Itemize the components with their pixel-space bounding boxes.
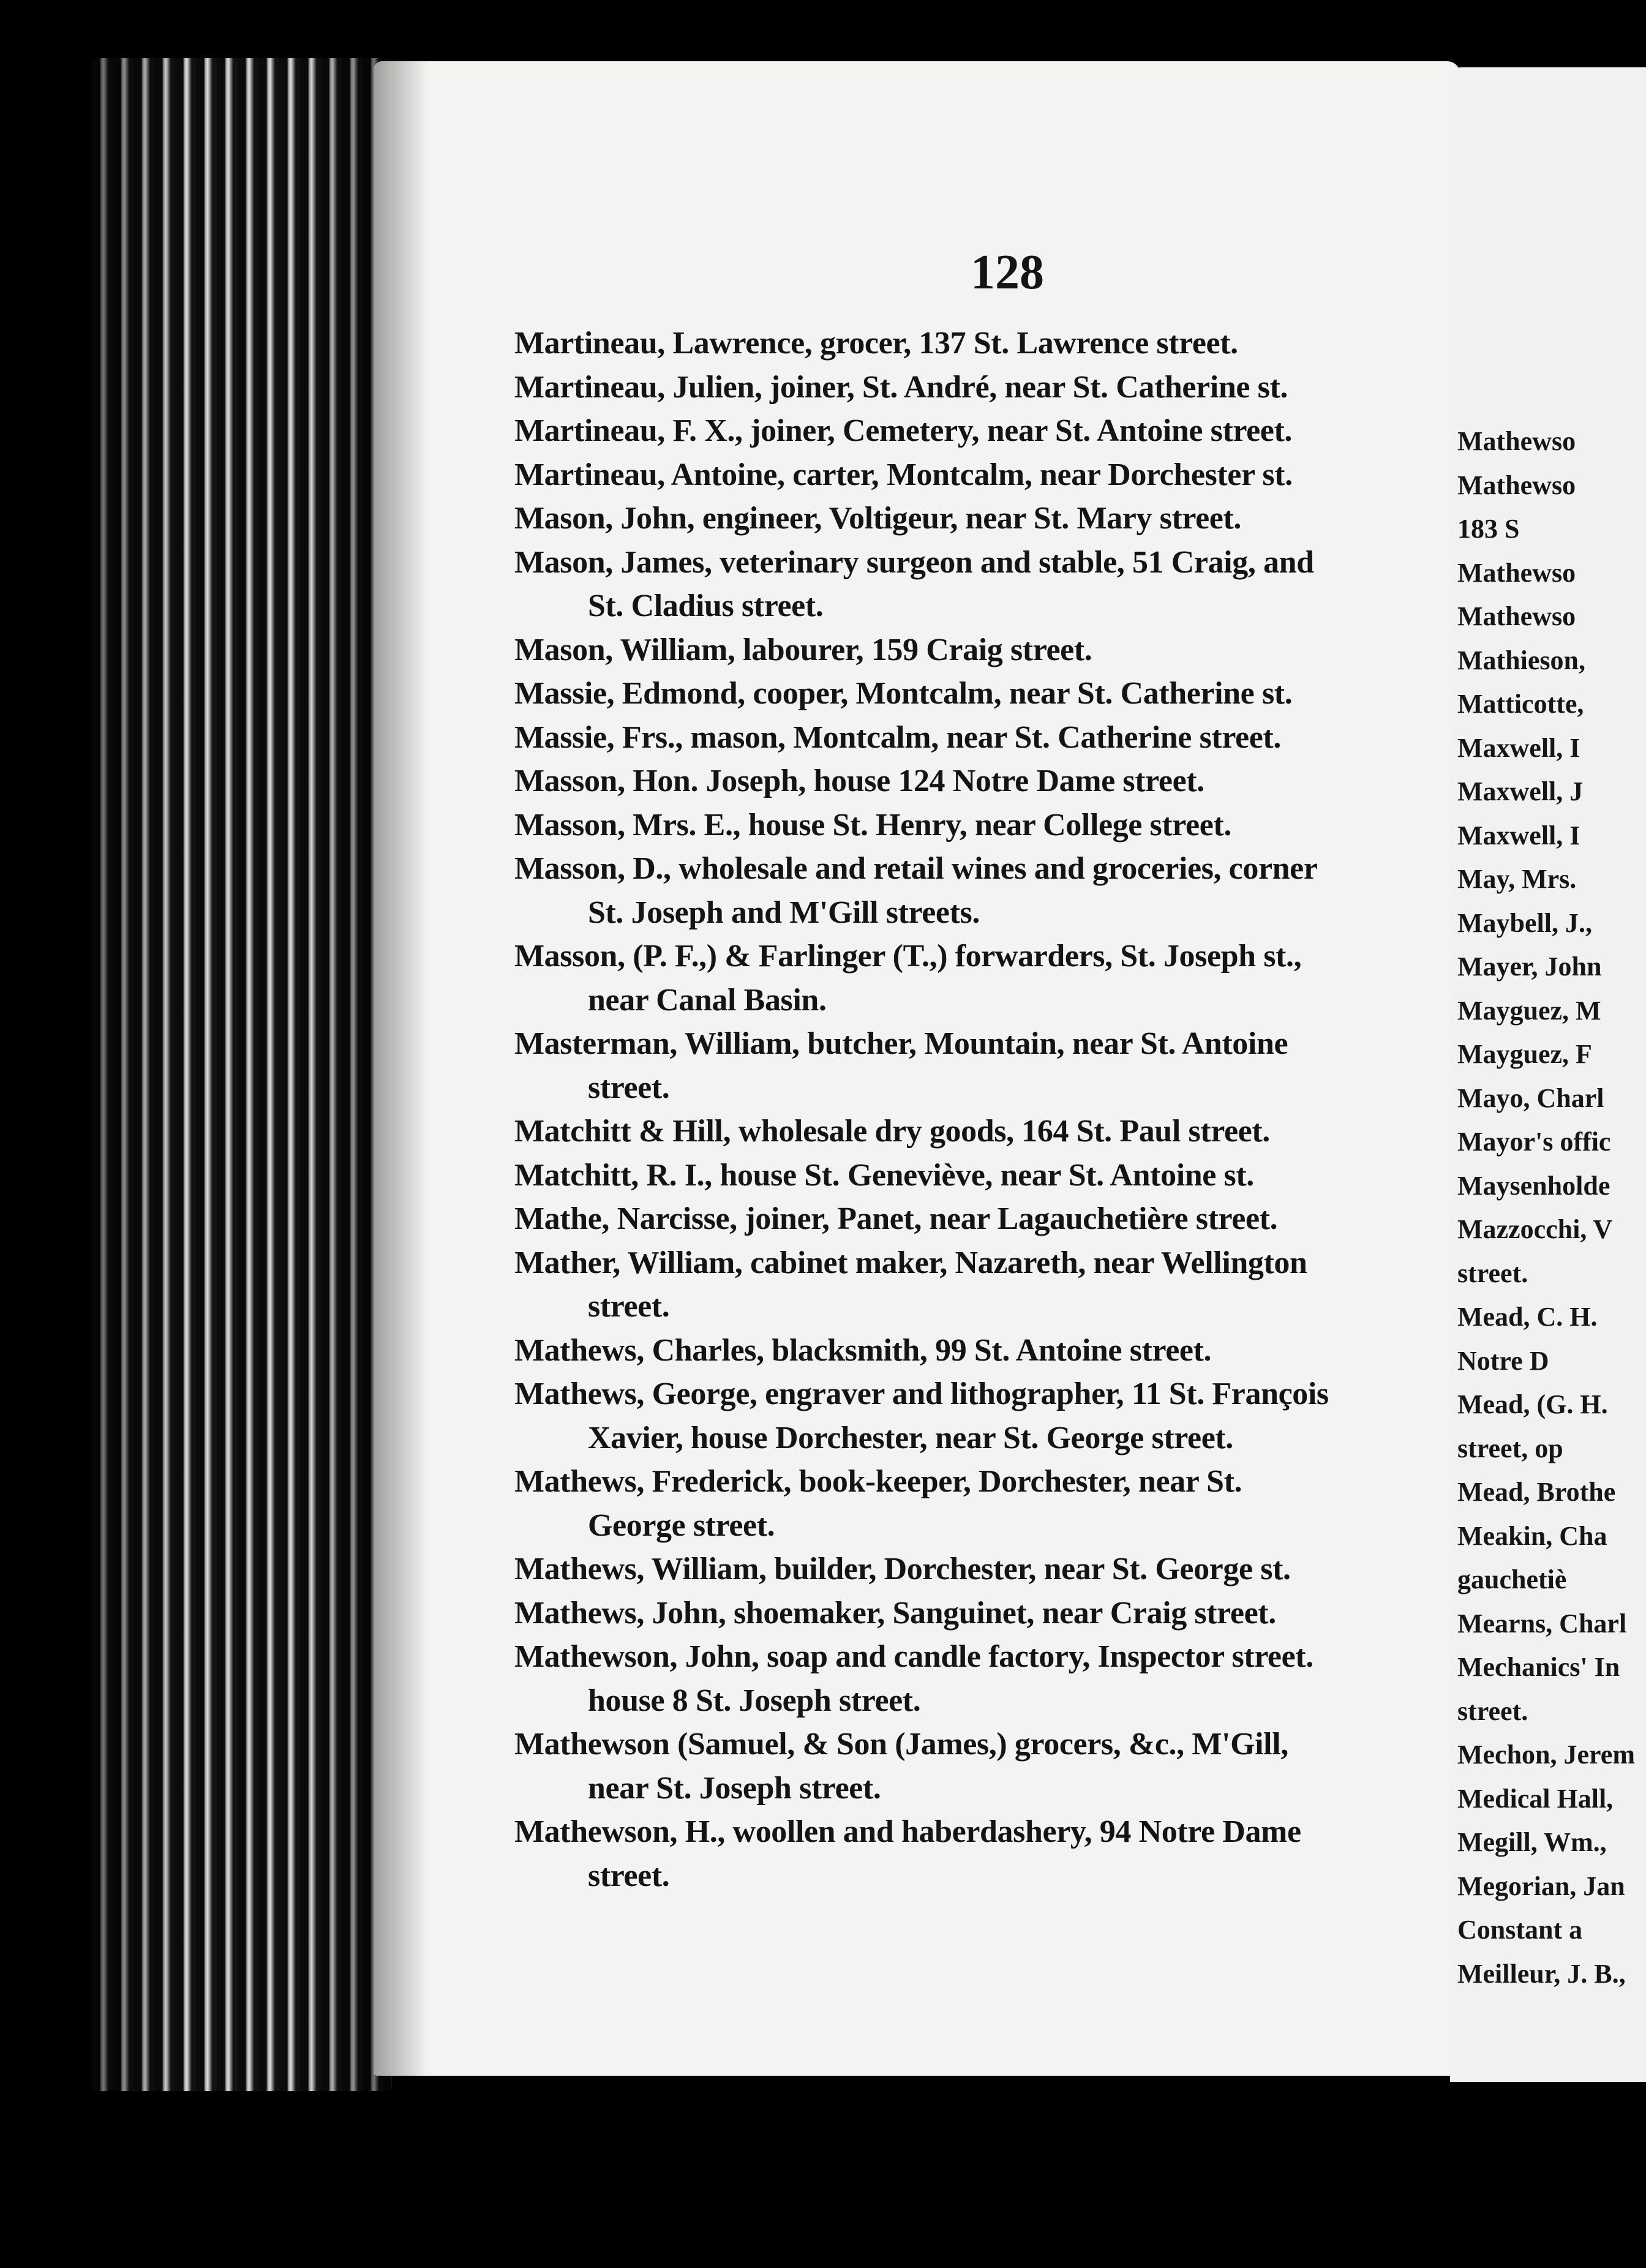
directory-entry xyxy=(514,1197,1445,1241)
directory-entry xyxy=(514,409,1445,453)
entry-text: Massie, Edmond, cooper, Montcalm, near St. Catherine st. xyxy=(514,676,1293,711)
facing-page-line: Mearns, Charl xyxy=(1457,1608,1627,1639)
facing-page-line: Mathewso xyxy=(1457,601,1576,631)
facing-page-line: Mazzocchi, V xyxy=(1457,1214,1613,1244)
facing-page-line: Mayo, Charl xyxy=(1457,1083,1604,1113)
directory-entry xyxy=(514,628,1445,672)
facing-page-entries xyxy=(1457,419,1635,1996)
entry-text: Mathewson (Samuel, & Son (James,) grocers, &c., M'Gill, xyxy=(514,1727,1288,1762)
facing-page-line: Maxwell, J xyxy=(1457,776,1584,806)
facing-page-line: 183 S xyxy=(1457,514,1520,544)
entry-continuation: house 8 St. Joseph street. xyxy=(588,1683,921,1718)
directory-entry xyxy=(514,321,1445,366)
facing-page-line: Megorian, Jan xyxy=(1457,1871,1625,1901)
entry-text: Mason, William, labourer, 159 Craig street. xyxy=(514,632,1092,667)
directory-entry xyxy=(514,1810,1445,1898)
entry-text: Martineau, Julien, joiner, St. André, near St. Catherine st. xyxy=(514,369,1288,405)
entry-text: Mathewson, H., woollen and haberdashery, 94 Notre Dame xyxy=(514,1814,1301,1849)
facing-page-line: May, Mrs. xyxy=(1457,864,1577,894)
entry-text: Matchitt, R. I., house St. Geneviève, near St. Antoine st. xyxy=(514,1157,1254,1193)
facing-page-line: Mathewso xyxy=(1457,426,1576,456)
facing-page-line: Medical Hall, xyxy=(1457,1783,1614,1814)
directory-entry xyxy=(514,1591,1445,1635)
entry-text: Masson, D., wholesale and retail wines and groceries, corner xyxy=(514,851,1318,886)
entry-text: Mathe, Narcisse, joiner, Panet, near Lagauchetière street. xyxy=(514,1201,1278,1236)
page-gutter-shadow xyxy=(374,61,429,2076)
facing-page-line: Maxwell, I xyxy=(1457,732,1580,763)
directory-entry xyxy=(514,716,1445,760)
entry-text: Masterman, William, butcher, Mountain, near St. Antoine xyxy=(514,1026,1288,1061)
directory-entry xyxy=(514,934,1445,1022)
facing-page-line: Mead, C. H. xyxy=(1457,1302,1598,1332)
book-edge-shadow xyxy=(92,58,392,2091)
facing-page-line: street, op xyxy=(1457,1433,1563,1463)
facing-page-line: Mathewso xyxy=(1457,557,1576,588)
entry-text: Mathewson, John, soap and candle factory, Inspector street. xyxy=(514,1639,1313,1674)
entry-continuation: near Canal Basin. xyxy=(588,982,827,1018)
directory-entry xyxy=(514,1154,1445,1198)
directory-entries xyxy=(514,321,1445,1898)
facing-page-line: Maybell, J., xyxy=(1457,907,1592,938)
entry-continuation: street. xyxy=(588,1070,670,1105)
facing-page-line: Constant a xyxy=(1457,1915,1583,1945)
directory-entry xyxy=(514,1460,1445,1547)
entry-text: Mathews, John, shoemaker, Sanguinet, near Craig street. xyxy=(514,1595,1276,1631)
entry-continuation: near St. Joseph street. xyxy=(588,1770,881,1806)
directory-entry xyxy=(514,847,1445,934)
entry-text: Mason, James, veterinary surgeon and stable, 51 Craig, and xyxy=(514,544,1314,580)
page-number: 128 xyxy=(971,246,1044,299)
entry-text: Masson, Mrs. E., house St. Henry, near College street. xyxy=(514,807,1231,843)
facing-page-line: street. xyxy=(1457,1695,1528,1726)
facing-page-line: Mayguez, F xyxy=(1457,1039,1592,1069)
facing-page-line: Meilleur, J. B., xyxy=(1457,1958,1626,1989)
entry-continuation: Xavier, house Dorchester, near St. George street. xyxy=(588,1420,1233,1455)
entry-text: Mathews, Frederick, book-keeper, Dorchester, near St. xyxy=(514,1464,1242,1499)
entry-text: Martineau, F. X., joiner, Cemetery, near St. Antoine street. xyxy=(514,413,1293,448)
facing-page-line: Mechon, Jerem xyxy=(1457,1740,1635,1770)
directory-entry xyxy=(514,1635,1445,1722)
directory-entry xyxy=(514,759,1445,803)
facing-page-line: gauchetiè xyxy=(1457,1564,1567,1594)
entry-continuation: St. Joseph and M'Gill streets. xyxy=(588,895,980,930)
facing-page-line: Notre D xyxy=(1457,1345,1549,1376)
entry-text: Mathews, William, builder, Dorchester, near St. George st. xyxy=(514,1552,1291,1586)
facing-page-line: Maxwell, I xyxy=(1457,820,1580,850)
facing-page-line: Megill, Wm., xyxy=(1457,1827,1607,1857)
facing-page-line: street. xyxy=(1457,1258,1528,1288)
entry-text: Mason, John, engineer, Voltigeur, near St. Mary street. xyxy=(514,501,1241,536)
facing-page-line: Mayer, John xyxy=(1457,952,1602,982)
facing-page-line: Mead, Brothe xyxy=(1457,1477,1616,1507)
facing-page-line: Mayor's offic xyxy=(1457,1127,1611,1157)
directory-entry xyxy=(514,803,1445,847)
facing-page-line: Mathieson, xyxy=(1457,645,1585,675)
entry-continuation: street. xyxy=(588,1289,670,1324)
entry-text: Martineau, Antoine, carter, Montcalm, near Dorchester st. xyxy=(514,457,1293,492)
entry-continuation: street. xyxy=(588,1858,670,1893)
facing-page-line: Maysenholde xyxy=(1457,1170,1610,1201)
directory-entry xyxy=(514,1722,1445,1810)
entry-text: Masson, (P. F.,) & Farlinger (T.,) forwarders, St. Joseph st., xyxy=(514,939,1302,974)
directory-entry xyxy=(514,1329,1445,1373)
entry-continuation: St. Cladius street. xyxy=(588,588,824,623)
facing-page xyxy=(1450,67,1646,2082)
directory-entry xyxy=(514,1110,1445,1154)
facing-page-line: Meakin, Cha xyxy=(1457,1520,1607,1551)
entry-continuation: George street. xyxy=(588,1508,775,1543)
entry-text: Massie, Frs., mason, Montcalm, near St. Catherine street. xyxy=(514,719,1281,755)
facing-page-line: Mechanics' In xyxy=(1457,1652,1620,1682)
directory-entry xyxy=(514,1241,1445,1329)
directory-entry xyxy=(514,1022,1445,1110)
entry-text: Martineau, Lawrence, grocer, 137 St. Lawrence street. xyxy=(514,326,1238,361)
directory-entry xyxy=(514,497,1445,541)
facing-page-line: Mayguez, M xyxy=(1457,995,1601,1026)
facing-page-line: Mathewso xyxy=(1457,470,1576,500)
directory-entry xyxy=(514,366,1445,410)
entry-text: Mathews, George, engraver and lithographer, 11 St. François xyxy=(514,1376,1329,1411)
directory-entry xyxy=(514,1547,1445,1591)
entry-text: Matchitt & Hill, wholesale dry goods, 164 St. Paul street. xyxy=(514,1114,1270,1149)
facing-page-line: Mead, (G. H. xyxy=(1457,1389,1608,1419)
entry-text: Masson, Hon. Joseph, house 124 Notre Dame street. xyxy=(514,764,1204,798)
entry-text: Mather, William, cabinet maker, Nazareth, near Wellington xyxy=(514,1245,1307,1280)
facing-page-line: Matticotte, xyxy=(1457,689,1584,719)
directory-entry xyxy=(514,541,1445,628)
directory-entry xyxy=(514,1372,1445,1460)
entry-text: Mathews, Charles, blacksmith, 99 St. Antoine street. xyxy=(514,1332,1212,1368)
directory-entry xyxy=(514,453,1445,497)
directory-entry xyxy=(514,672,1445,716)
